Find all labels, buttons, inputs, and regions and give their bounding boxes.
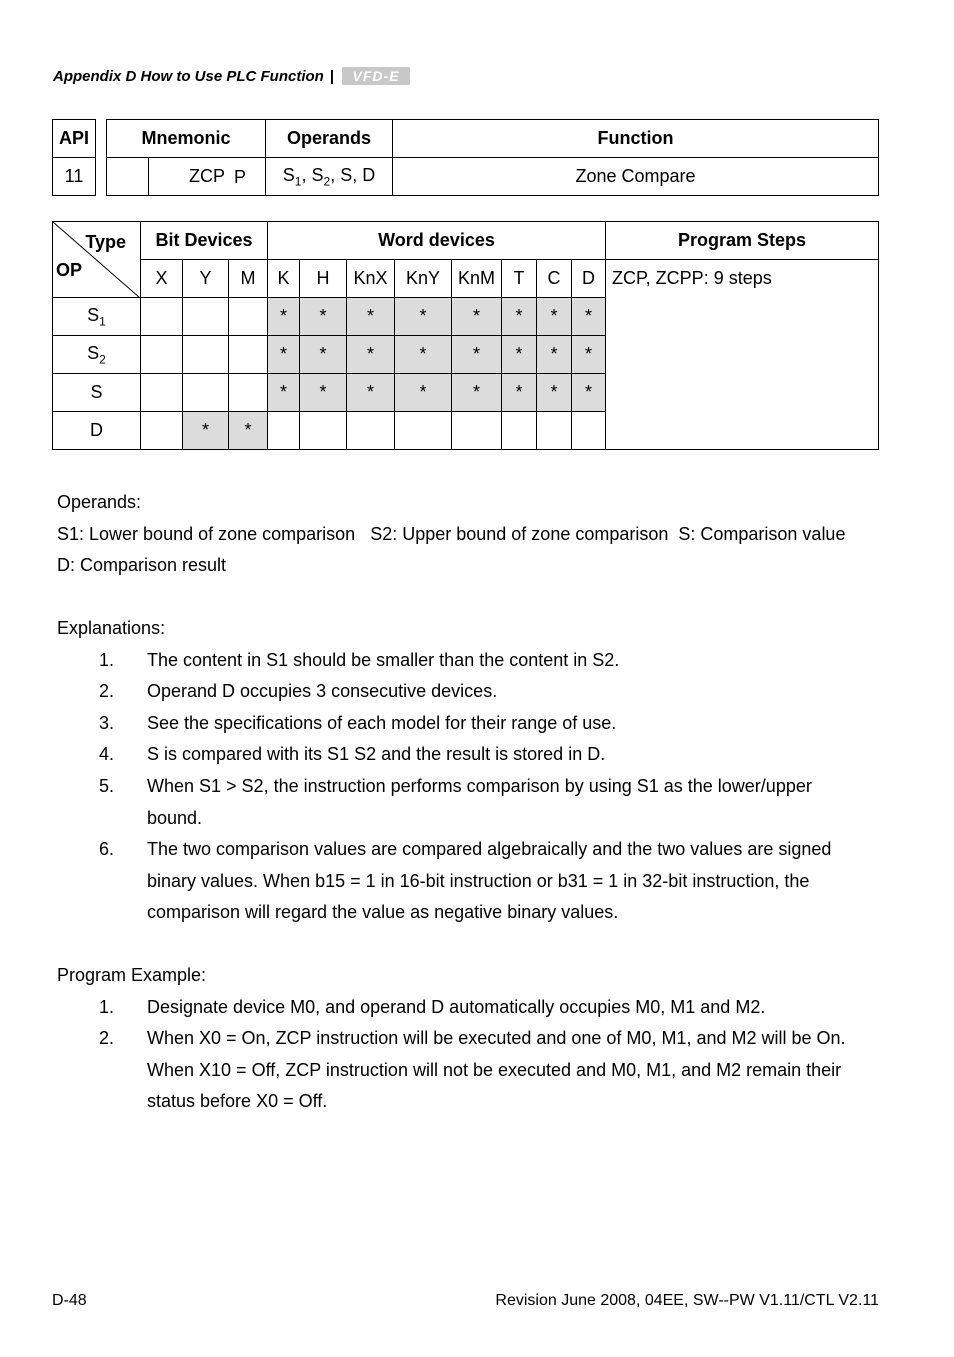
device-cell: * bbox=[300, 336, 347, 374]
list-item: 2. Operand D occupies 3 consecutive devices. bbox=[99, 681, 498, 702]
device-cell bbox=[229, 336, 268, 374]
device-cell bbox=[395, 412, 452, 450]
device-cell: * bbox=[183, 412, 229, 450]
device-cell: * bbox=[300, 298, 347, 336]
device-cell: * bbox=[395, 374, 452, 412]
word-devices-header: Word devices bbox=[268, 222, 606, 260]
col-header: KnM bbox=[452, 260, 502, 298]
device-cell: * bbox=[502, 298, 537, 336]
operands-value: $S_1$, $S_2$, S, D bbox=[266, 158, 393, 196]
device-cell: * bbox=[268, 336, 300, 374]
device-cell: * bbox=[537, 336, 572, 374]
list-item: 5. When S1 > S2, the instruction performs comparison by using S1 as the lower/upper bound. bbox=[99, 775, 812, 828]
device-cell bbox=[347, 412, 395, 450]
list-item: 2. When X0 = On, ZCP instruction will be executed and one of M0, M1, and M2 will be On. When X10 = Off, ZCP instruction will not be executed and M0, M1, and M2 remain their status before X0 = Off. bbox=[99, 1028, 846, 1112]
program-example-list bbox=[57, 992, 867, 1118]
op-cell: $S_1$ bbox=[53, 298, 141, 336]
device-cell bbox=[141, 298, 183, 336]
type-op-corner bbox=[53, 222, 141, 298]
col-header: M bbox=[229, 260, 268, 298]
device-cell: * bbox=[347, 374, 395, 412]
program-steps-header: Program Steps bbox=[606, 222, 879, 260]
header-separator: | bbox=[329, 67, 335, 85]
device-cell bbox=[183, 298, 229, 336]
list-item: 1. The content in S1 should be smaller than the content in S2. bbox=[99, 649, 620, 670]
device-cell bbox=[537, 412, 572, 450]
operands-heading: Operands: bbox=[57, 492, 142, 512]
mnemonic-header: Mnemonic bbox=[107, 120, 266, 158]
explanations-list bbox=[57, 645, 867, 929]
operands-line2: D: Comparison result bbox=[57, 555, 227, 576]
op-cell: D bbox=[53, 412, 141, 450]
device-cell: * bbox=[572, 298, 606, 336]
col-header: T bbox=[502, 260, 537, 298]
op-label: OP bbox=[56, 260, 83, 280]
list-item: 3. See the specifications of each model for their range of use. bbox=[99, 712, 617, 733]
device-cell: * bbox=[300, 374, 347, 412]
device-cell bbox=[452, 412, 502, 450]
device-cell bbox=[183, 336, 229, 374]
device-cell: * bbox=[572, 336, 606, 374]
api-table bbox=[52, 119, 879, 196]
device-cell bbox=[229, 298, 268, 336]
device-cell bbox=[502, 412, 537, 450]
list-item: 1. Designate device M0, and operand D automatically occupies M0, M1 and M2. bbox=[99, 996, 766, 1017]
device-cell: * bbox=[502, 336, 537, 374]
col-header: H bbox=[300, 260, 347, 298]
list-item: 6. The two comparison values are compared algebraically and the two values are signed binary values. When b15 = 1 in 16-bit instruction or b31 = 1 in 32-bit instruction, the comparison will regard the value as negative binary values. bbox=[99, 839, 832, 923]
bit-devices-header: Bit Devices bbox=[141, 222, 268, 260]
api-header: API bbox=[53, 120, 96, 158]
device-cell bbox=[572, 412, 606, 450]
pulse-flag: P bbox=[234, 167, 247, 187]
device-cell: * bbox=[537, 374, 572, 412]
function-value: Zone Compare bbox=[393, 158, 879, 196]
api-number: 11 bbox=[53, 158, 96, 196]
function-header: Function bbox=[393, 120, 879, 158]
op-cell: $S_2$ bbox=[53, 336, 141, 374]
device-cell bbox=[300, 412, 347, 450]
device-cell: * bbox=[347, 298, 395, 336]
device-cell: * bbox=[452, 336, 502, 374]
device-cell: * bbox=[572, 374, 606, 412]
page-number: D-48 bbox=[52, 1292, 87, 1309]
device-cell bbox=[268, 412, 300, 450]
device-cell: * bbox=[268, 298, 300, 336]
program-steps-value: ZCP, ZCPP: 9 steps bbox=[606, 260, 879, 450]
spacer bbox=[96, 120, 107, 158]
device-table bbox=[52, 221, 879, 450]
list-item: 4. S is compared with its S1 S2 and the result is stored in D. bbox=[99, 744, 606, 765]
operands-line1: S1: Lower bound of zone comparison S2: Upper bound of zone comparison S: Comparison value bbox=[57, 523, 846, 544]
logo-text: VFD-E bbox=[352, 68, 400, 84]
device-cell: * bbox=[537, 298, 572, 336]
col-header: X bbox=[141, 260, 183, 298]
device-cell bbox=[141, 336, 183, 374]
device-cell bbox=[183, 374, 229, 412]
device-cell: * bbox=[395, 336, 452, 374]
page-header bbox=[53, 67, 410, 85]
col-header: K bbox=[268, 260, 300, 298]
mnemonic-value bbox=[148, 158, 265, 196]
operands-section bbox=[57, 487, 845, 582]
type-label: Type bbox=[85, 232, 126, 252]
device-cell: * bbox=[347, 336, 395, 374]
device-cell bbox=[141, 412, 183, 450]
device-cell: * bbox=[268, 374, 300, 412]
program-example-section bbox=[57, 960, 867, 1118]
device-cell: * bbox=[229, 412, 268, 450]
col-header: D bbox=[572, 260, 606, 298]
program-example-heading: Program Example: bbox=[57, 965, 207, 985]
col-header: KnX bbox=[347, 260, 395, 298]
device-cell: * bbox=[452, 374, 502, 412]
vfd-e-logo bbox=[342, 67, 410, 85]
revision-info: Revision June 2008, 04EE, SW--PW V1.11/CTL V2.11 bbox=[495, 1292, 879, 1309]
operands-header: Operands bbox=[266, 120, 393, 158]
header-title: Appendix D How to Use PLC Function bbox=[53, 67, 324, 85]
device-cell: * bbox=[452, 298, 502, 336]
device-cell bbox=[141, 374, 183, 412]
op-cell: S bbox=[53, 374, 141, 412]
device-cell: * bbox=[502, 374, 537, 412]
col-header: C bbox=[537, 260, 572, 298]
mnemonic-name: ZCP bbox=[188, 166, 225, 186]
explanations-section bbox=[57, 613, 867, 929]
col-header: Y bbox=[183, 260, 229, 298]
spacer bbox=[96, 158, 107, 196]
col-header: KnY bbox=[395, 260, 452, 298]
device-cell bbox=[229, 374, 268, 412]
mnemonic-blank bbox=[107, 158, 149, 196]
device-cell: * bbox=[395, 298, 452, 336]
explanations-heading: Explanations: bbox=[57, 618, 166, 638]
